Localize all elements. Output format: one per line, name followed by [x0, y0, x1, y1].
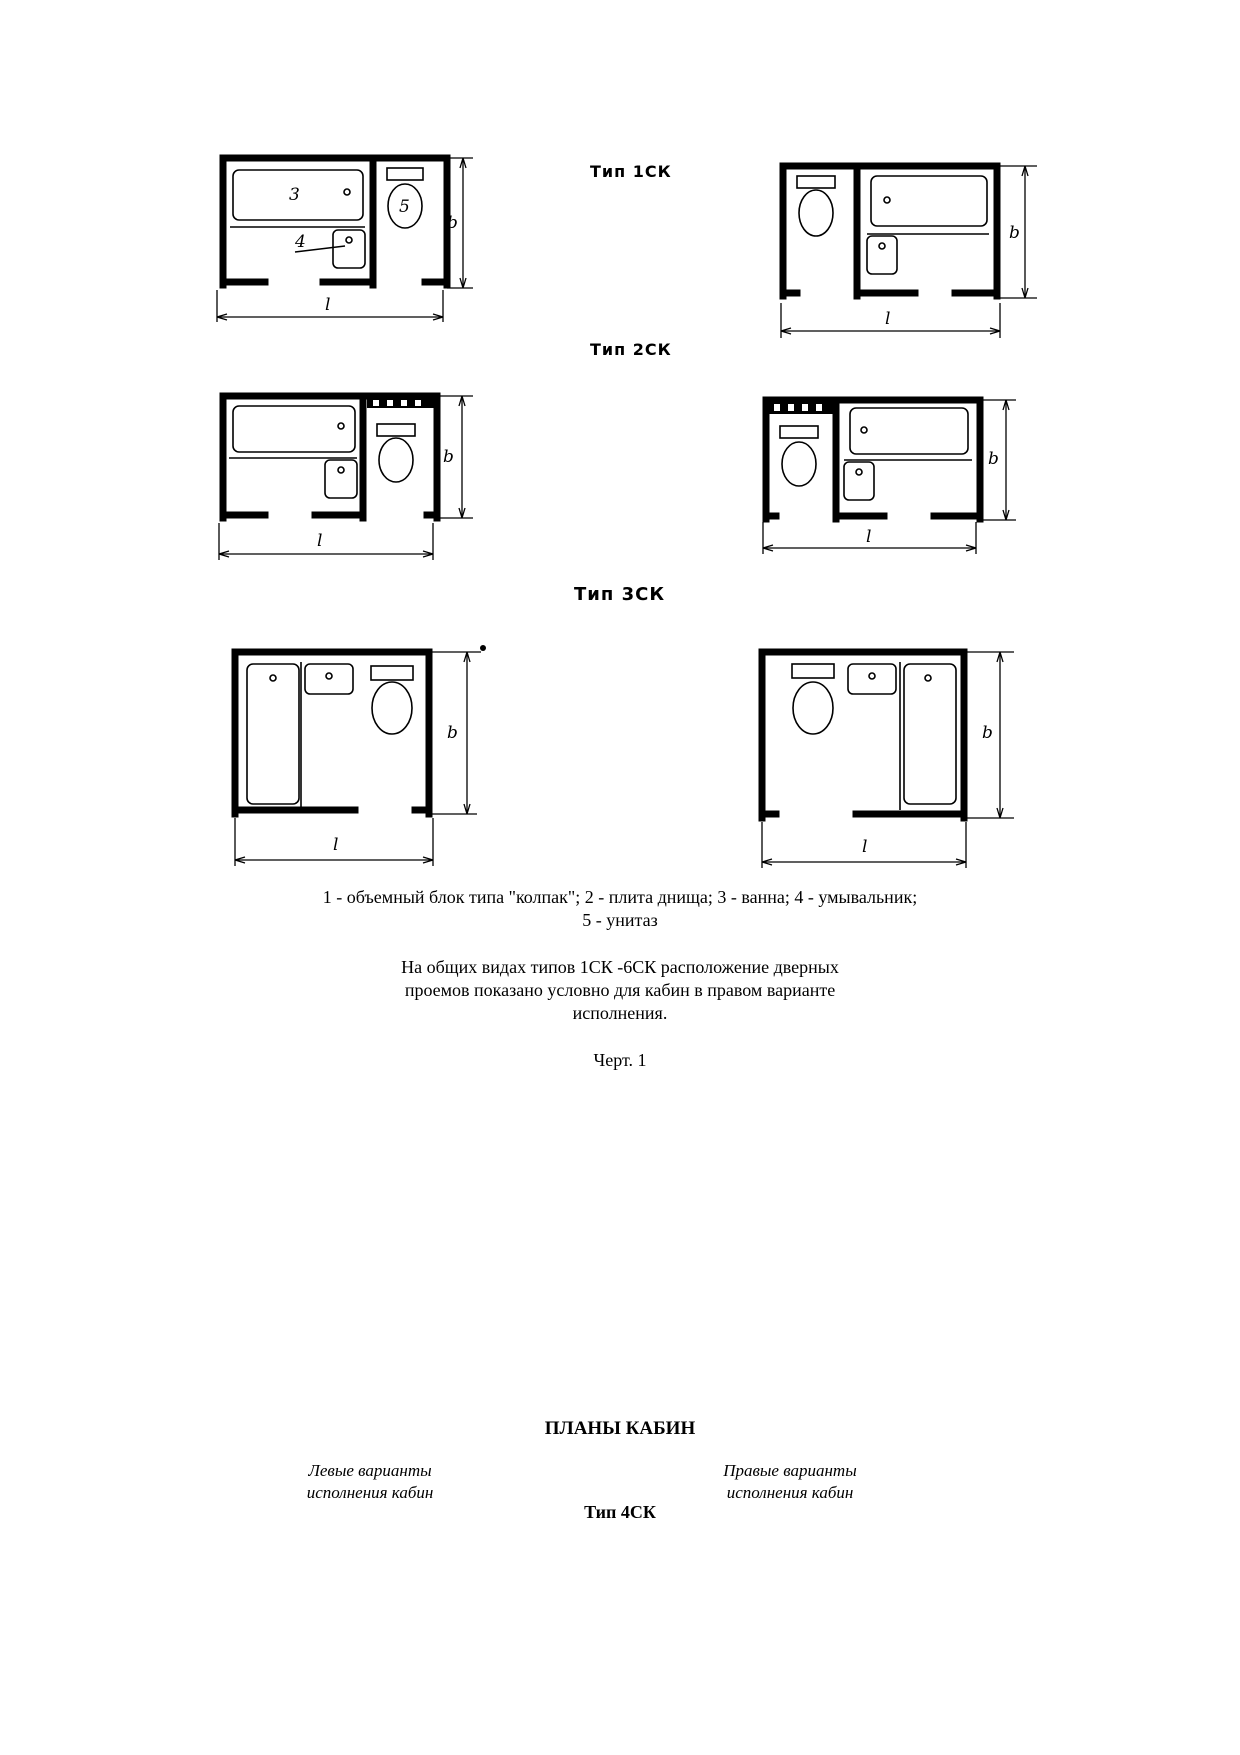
dim-length: l: [333, 835, 339, 855]
plan-2sk-left: [215, 388, 480, 563]
note-line-2: проемов показано условно для кабин в правом варианте: [404, 980, 836, 1000]
note-line-3: исполнения.: [572, 1003, 668, 1023]
callout-sink: 4: [295, 232, 306, 252]
type-4sk-label: Тип 4СК: [584, 1502, 656, 1522]
plans-heading: ПЛАНЫ КАБИН: [544, 1418, 696, 1439]
plan-3sk-left: [225, 642, 495, 872]
dim-length: l: [862, 837, 868, 857]
dim-length: l: [325, 295, 331, 315]
plan-2sk-right: [758, 392, 1023, 567]
note: [0, 956, 1240, 1025]
left-variants-line-1: Левые варианты: [308, 1461, 432, 1480]
right-variants-note: [680, 1460, 900, 1504]
left-variants-line-2: исполнения кабин: [306, 1483, 434, 1502]
dim-length: l: [885, 309, 891, 329]
left-variants-note: [270, 1460, 470, 1504]
right-variants-line-1: Правые варианты: [723, 1461, 857, 1480]
dim-width: b: [988, 449, 999, 469]
dim-width: b: [1009, 223, 1020, 243]
plan-1sk-left: [215, 150, 475, 325]
callout-bath: 3: [289, 185, 300, 205]
legend-line-1: 1 - объемный блок типа "колпак"; 2 - плита днища; 3 - ванна; 4 - умывальник;: [322, 887, 918, 907]
note-line-1: На общих видах типов 1СК -6СК расположение дверных: [401, 957, 839, 977]
type-3sk-label: Тип 3СК: [574, 584, 666, 605]
dim-width: b: [982, 723, 993, 743]
dim-width: b: [447, 213, 458, 233]
type-2sk-label: Тип 2СК: [590, 340, 672, 359]
dim-length: l: [317, 531, 323, 551]
dim-width: b: [447, 723, 458, 743]
legend: [0, 886, 1240, 932]
legend-line-2: 5 - унитаз: [582, 910, 658, 930]
dim-length: l: [866, 527, 872, 547]
right-variants-line-2: исполнения кабин: [726, 1483, 854, 1502]
type-1sk-label: Тип 1СК: [590, 162, 672, 181]
callout-toilet: 5: [399, 197, 410, 217]
figure-caption: Черт. 1: [593, 1050, 647, 1070]
plan-1sk-right: [775, 158, 1040, 343]
plan-3sk-right: [752, 642, 1022, 872]
dim-width: b: [443, 447, 454, 467]
